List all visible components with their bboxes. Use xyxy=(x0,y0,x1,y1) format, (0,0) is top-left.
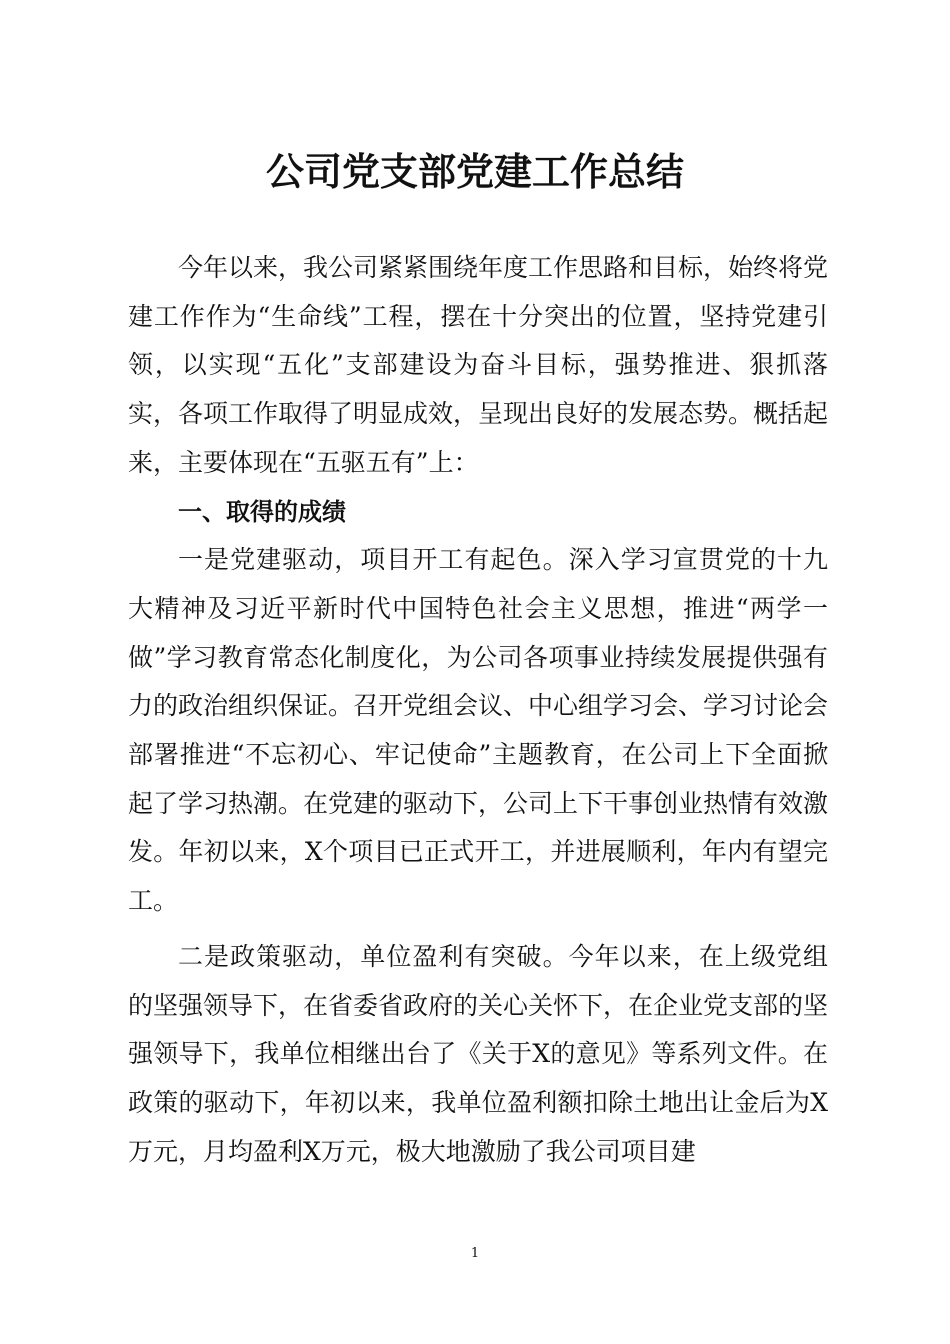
document-title: 公司党支部党建工作总结 xyxy=(265,149,684,194)
page-number: 1 xyxy=(470,1246,480,1261)
item-paragraph-1 xyxy=(128,536,828,926)
item-paragraph-2 xyxy=(128,933,828,1177)
item-text-2: 今年以来，在上级党组的坚强领导下，在省委省政府的关心关怀下，在企业党支部的坚强领导下，我单位相继出台了《关于X的意见》等系列文件。在政策的驱动下，年初以来，我单位盈利额扣除土地出让金后为X万元，月均盈利X万元，极大地激励了我公司项目建 xyxy=(128,941,829,1166)
item-text-1: 深入学习宣贯党的十九大精神及习近平新时代中国特色社会主义思想，推进“两学一做”学习教育常态化制度化，为公司各项事业持续发展提供强有力的政治组织保证。召开党组会议、中心组学习会、学习讨论会部署推进“不忘初心、牢记使命”主题教育，在公司上下全面掀起了学习热潮。在党建的驱动下，公司上下干事创业热情有效激发。年初以来，X个项目已正式开工，并进展顺利，年内有望完工。 xyxy=(128,545,829,916)
intro-paragraph: 今年以来，我公司紧紧围绕年度工作思路和目标，始终将党建工作作为“生命线”工程，摆在十分突出的位置，坚持党建引领，以实现“五化”支部建设为奋斗目标，强势推进、狠抓落实，各项工作取得了明显成效，呈现出良好的发展态势。概括起来，主要体现在“五驱五有”上： xyxy=(128,253,829,477)
document-body xyxy=(128,244,828,1176)
section-heading: 一、取得的成绩 xyxy=(178,497,346,526)
item-lead-1: 一是党建驱动，项目开工有起色。 xyxy=(178,545,569,575)
item-lead-2: 二是政策驱动，单位盈利有突破。 xyxy=(178,941,569,971)
